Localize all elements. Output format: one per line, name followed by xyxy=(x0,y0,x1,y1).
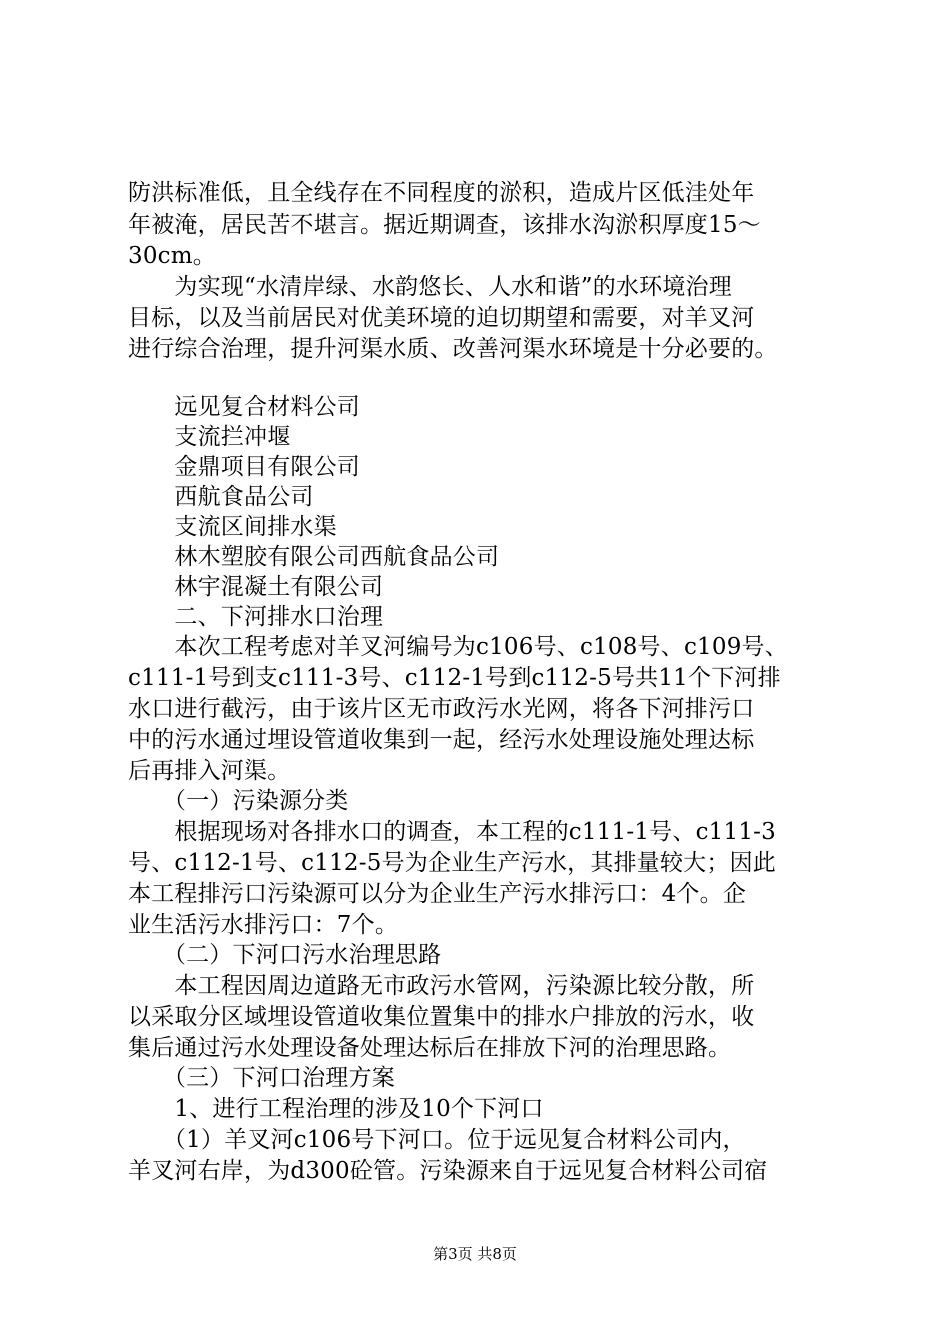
page-number-footer: 第3页 共8页 xyxy=(433,1245,517,1263)
body-line: 羊叉河右岸，为d300砼管。污染源来自于远见复合材料公司宿 xyxy=(128,1158,768,1184)
body-line: 目标，以及当前居民对优美环境的迫切期望和需要，对羊叉河 xyxy=(128,305,755,331)
list-item: 支流拦冲堰 xyxy=(128,424,291,450)
body-line: 号、c112-1号、c112-5号为企业生产污水，其排量较大；因此 xyxy=(128,850,776,876)
body-line: 为实现“水清岸绿、水韵悠长、人水和谐”的水环境治理 xyxy=(128,274,732,300)
body-line: 进行综合治理，提升河渠水质、改善河渠水环境是十分必要的。 xyxy=(128,336,778,362)
body-line: 年被淹，居民苦不堪言。据近期调查，该排水沟淤积厚度15～ xyxy=(128,212,761,238)
body-line: 后再排入河渠。 xyxy=(128,758,291,784)
body-line: 集后通过污水处理设备处理达标后在排放下河的治理思路。 xyxy=(128,1035,732,1061)
body-line: 中的污水通过埋设管道收集到一起，经污水处理设施处理达标 xyxy=(128,727,755,753)
subsection-heading: （二）下河口污水治理思路 xyxy=(128,942,442,968)
section-heading: 二、下河排水口治理 xyxy=(128,604,384,630)
body-line: 防洪标准低，且全线存在不同程度的淤积，造成片区低洼处年 xyxy=(128,180,755,206)
body-line: 本工程因周边道路无市政污水管网，污染源比较分散，所 xyxy=(128,973,755,999)
body-line: 以采取分区域埋设管道收集位置集中的排水户排放的污水，收 xyxy=(128,1004,755,1030)
list-item: 金鼎项目有限公司 xyxy=(128,454,360,480)
body-line: 1、进行工程治理的涉及10个下河口 xyxy=(128,1096,544,1122)
body-line: 水口进行截污，由于该片区无市政污水光网，将各下河排污口 xyxy=(128,696,755,722)
body-line: 本工程排污口污染源可以分为企业生产污水排污口：4个。企 xyxy=(128,881,747,907)
list-item: 林宇混凝土有限公司 xyxy=(128,574,384,600)
body-line: c111-1号到支c111-3号、c112-1号到c112-5号共11个下河排 xyxy=(128,665,781,691)
body-line: 本次工程考虑对羊叉河编号为c106号、c108号、c109号、 xyxy=(128,634,788,660)
list-item: 西航食品公司 xyxy=(128,484,314,510)
body-line: 业生活污水排污口：7个。 xyxy=(128,912,399,938)
list-item: 远见复合材料公司 xyxy=(128,394,360,420)
list-item: 林木塑胶有限公司西航食品公司 xyxy=(128,544,500,570)
body-line: （1）羊叉河c106号下河口。位于远见复合材料公司内， xyxy=(128,1127,746,1153)
body-line: 根据现场对各排水口的调查，本工程的c111-1号、c111-3 xyxy=(128,819,776,845)
subsection-heading: （一）污染源分类 xyxy=(128,788,349,814)
subsection-heading: （三）下河口治理方案 xyxy=(128,1065,395,1091)
list-item: 支流区间排水渠 xyxy=(128,514,337,540)
body-line: 30cm。 xyxy=(128,243,216,269)
